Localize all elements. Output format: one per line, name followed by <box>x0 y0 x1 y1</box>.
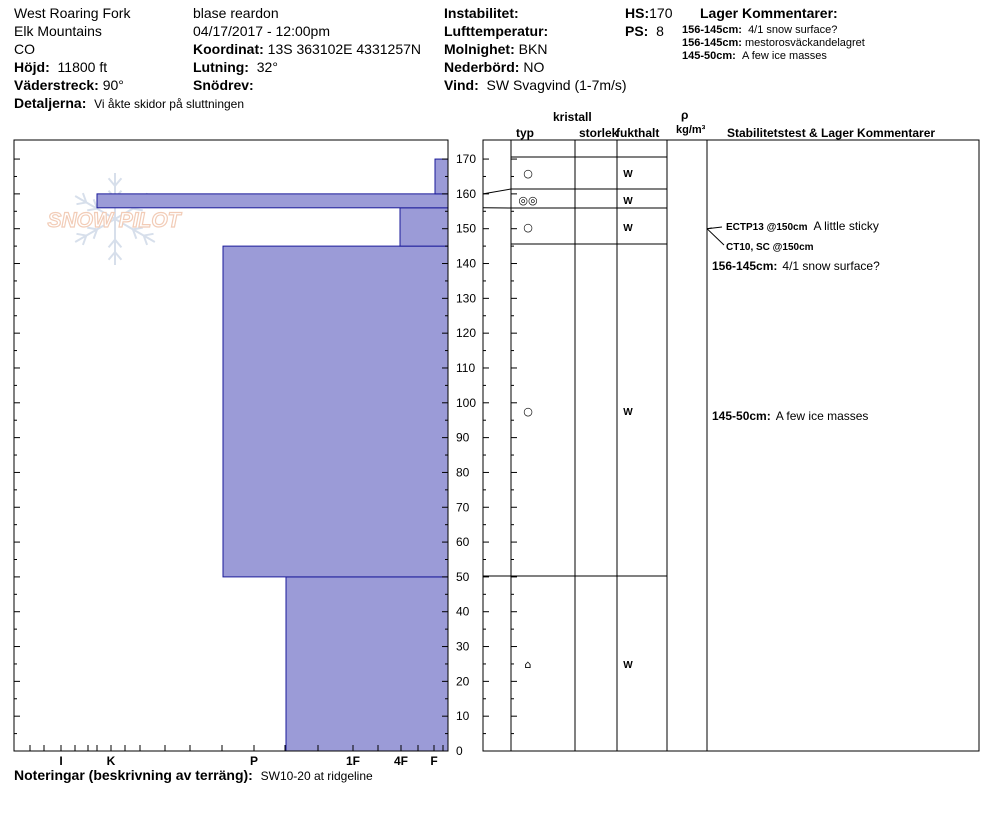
test-label: ECTP13 @150cm <box>726 222 808 233</box>
layer-comment-range: 156-145cm: <box>682 37 742 49</box>
y-tick-label: 50 <box>456 569 470 584</box>
state: CO <box>14 41 35 57</box>
y-tick-label: 80 <box>456 465 470 480</box>
location: West Roaring Fork <box>14 5 131 21</box>
layer-comments-title: Lager Kommentarer: <box>700 5 838 21</box>
x-hardness-label: 1F <box>345 754 361 768</box>
y-tick-label: 40 <box>456 604 470 619</box>
test-comment: A little sticky <box>813 219 879 233</box>
datetime: 04/17/2017 - 12:00pm <box>193 23 330 39</box>
y-tick-label: 70 <box>456 500 470 515</box>
wind-label: Vind: <box>444 77 479 93</box>
y-tick-label: 150 <box>456 221 477 236</box>
type-header: typ <box>516 126 534 140</box>
crystal-type-symbol: ○ <box>523 167 533 180</box>
y-tick-label: 0 <box>456 744 463 758</box>
y-tick-label: 170 <box>456 152 477 167</box>
crystal-type-symbol: ◎◎ <box>518 194 538 207</box>
density-unit: kg/m³ <box>676 124 706 136</box>
mountain-range: Elk Mountains <box>14 23 102 39</box>
coordinate-label: Koordinat: <box>193 41 264 57</box>
y-tick-label: 10 <box>456 709 470 724</box>
stability-test-ct: CT10, SC @150cm <box>726 242 814 253</box>
crystal-header: kristall <box>553 110 592 124</box>
x-hardness-label: 4F <box>393 754 409 768</box>
hs-label: HS: <box>625 5 650 21</box>
slope-value: 32° <box>256 59 278 75</box>
density-symbol: ρ <box>681 108 689 122</box>
stability-tests <box>707 219 880 423</box>
x-hardness-label: I <box>59 754 63 768</box>
sky-label: Molnighet: <box>444 41 515 57</box>
layer-comment <box>712 409 868 423</box>
notes-value: SW10-20 at ridgeline <box>260 769 373 783</box>
test-pointer <box>707 229 724 245</box>
stability-test-ectp <box>726 219 879 233</box>
airtemp-label: Lufttemperatur: <box>444 23 549 39</box>
layer-comment-text: 4/1 snow surface? <box>748 24 838 36</box>
elevation-label: Höjd: <box>14 59 50 75</box>
y-tick-label: 120 <box>456 326 477 341</box>
layer-comment-text: 4/1 snow surface? <box>782 259 880 273</box>
moisture-value: W <box>623 660 633 671</box>
hardness-layers <box>97 159 448 751</box>
moisture-value: W <box>623 196 633 207</box>
crystal-column <box>518 167 633 671</box>
wind-value: SW Svagvind (1-7m/s) <box>486 77 627 93</box>
ps-label: PS: <box>625 23 649 39</box>
moisture-value: W <box>623 169 633 180</box>
moisture-value: W <box>623 407 633 418</box>
coordinate-value: 13S 363102E 4331257N <box>267 41 422 57</box>
logo-text: SNOW PILOT <box>47 209 181 232</box>
layer-connector <box>483 189 511 194</box>
y-tick-label: 100 <box>456 395 477 410</box>
observer: blase reardon <box>193 5 279 21</box>
drift-label: Snödrev: <box>193 77 254 93</box>
hardness-bar <box>223 246 448 577</box>
sky-value: BKN <box>518 41 548 57</box>
details-value: Vi åkte skidor på sluttningen <box>94 97 245 111</box>
crystal-type-symbol: ⌂ <box>524 658 532 671</box>
elevation-value: 11800 ft <box>57 59 108 75</box>
layer-comment <box>712 259 880 273</box>
moisture-header: fukthalt <box>616 126 660 140</box>
y-tick-label: 130 <box>456 291 477 306</box>
layer-comment-text: mestorosväckandelagret <box>745 37 865 49</box>
aspect-value: 90° <box>102 77 124 93</box>
y-tick-label: 160 <box>456 186 477 201</box>
layer-comment-range: 156-145cm: <box>712 259 778 273</box>
precip-value: NO <box>523 59 545 75</box>
hardness-bar <box>97 194 448 208</box>
hs-value: 170 <box>649 5 673 21</box>
y-tick-label: 90 <box>456 430 470 445</box>
moisture-value: W <box>623 223 633 234</box>
notes-row <box>14 767 373 783</box>
layer-comment-range: 156-145cm: <box>682 24 742 36</box>
layer-comment-range: 145-50cm: <box>712 409 771 423</box>
crystal-type-symbol: ○ <box>523 405 533 418</box>
layer-comment-text: A few ice masses <box>775 409 869 423</box>
y-tick-label: 140 <box>456 256 477 271</box>
arrow-icon <box>707 228 712 229</box>
y-tick-label: 30 <box>456 639 470 654</box>
size-header: storlek <box>579 126 619 140</box>
crystal-type-symbol: ○ <box>523 221 533 234</box>
y-tick-label: 110 <box>456 360 476 375</box>
x-hardness-label: P <box>249 754 259 768</box>
x-hardness-label: F <box>430 754 438 768</box>
x-hardness-label: K <box>106 754 116 768</box>
hardness-bar <box>400 208 448 246</box>
stability-header: Stabilitetstest & Lager Kommentarer <box>727 126 936 140</box>
ps-value: 8 <box>656 23 664 39</box>
instability-label: Instabilitet: <box>444 5 519 21</box>
layer-comment-text: A few ice masses <box>741 50 827 62</box>
snowpilot-logo <box>48 173 183 265</box>
aspect-label: Väderstreck: <box>14 77 99 93</box>
y-tick-label: 20 <box>456 674 470 689</box>
notes-label: Noteringar (beskrivning av terräng): <box>14 767 253 783</box>
slope-label: Lutning: <box>193 59 249 75</box>
layer-comment-range: 145-50cm: <box>682 50 736 62</box>
y-tick-label: 60 <box>456 535 470 550</box>
details-label: Detaljerna: <box>14 95 87 111</box>
hardness-bar <box>286 577 448 751</box>
precip-label: Nederbörd: <box>444 59 520 75</box>
